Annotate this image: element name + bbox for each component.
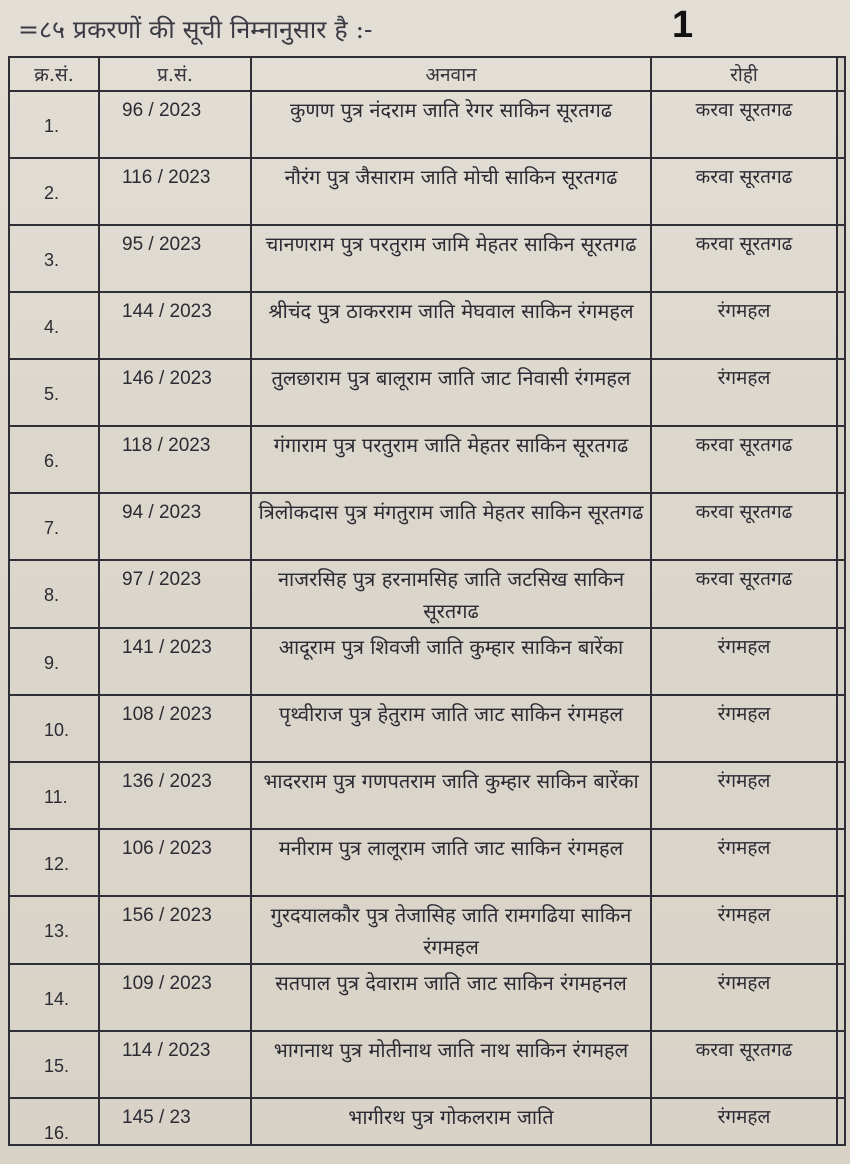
edge-column-cell bbox=[837, 964, 845, 1031]
table-row bbox=[9, 91, 845, 158]
title-text: गंगाराम पुत्र परतुराम जाति मेहतर साकिन सूरतगढ bbox=[273, 433, 629, 457]
serial-number-cell bbox=[9, 426, 99, 493]
serial-number-text: 6. bbox=[44, 451, 60, 471]
case-number-cell bbox=[99, 964, 251, 1031]
serial-number-cell bbox=[9, 91, 99, 158]
serial-number-cell bbox=[9, 829, 99, 896]
title-text: गुरदयालकौर पुत्र तेजासिह जाति रामगढिया साकिन रंगमहल bbox=[270, 903, 632, 959]
rohi-text: करवा सूरतगढ bbox=[695, 166, 793, 188]
rohi-cell bbox=[651, 762, 837, 829]
serial-number-cell bbox=[9, 1098, 99, 1145]
case-number-cell bbox=[99, 1031, 251, 1098]
title-cell bbox=[251, 225, 651, 292]
serial-number-cell bbox=[9, 493, 99, 560]
case-number-text: 145 / 23 bbox=[122, 1107, 191, 1128]
edge-column-cell bbox=[837, 695, 845, 762]
rohi-cell bbox=[651, 1098, 837, 1145]
rohi-cell bbox=[651, 493, 837, 560]
title-cell bbox=[251, 426, 651, 493]
title-text: भागनाथ पुत्र मोतीनाथ जाति नाथ साकिन रंगमहल bbox=[273, 1038, 629, 1062]
serial-number-text: 15. bbox=[44, 1056, 70, 1076]
table-row bbox=[9, 896, 845, 964]
case-number-text: 136 / 2023 bbox=[122, 771, 212, 792]
rohi-text: करवा सूरतगढ bbox=[695, 501, 793, 523]
edge-column-cell bbox=[837, 91, 845, 158]
serial-number-cell bbox=[9, 359, 99, 426]
rohi-cell bbox=[651, 359, 837, 426]
case-number-cell bbox=[99, 829, 251, 896]
rohi-text: रंगमहल bbox=[717, 367, 771, 389]
title-text: मनीराम पुत्र लालूराम जाति जाट साकिन रंगमहल bbox=[278, 836, 624, 860]
rohi-text: करवा सूरतगढ bbox=[695, 1039, 793, 1061]
rohi-cell bbox=[651, 896, 837, 964]
table-row bbox=[9, 762, 845, 829]
edge-column-cell bbox=[837, 1031, 845, 1098]
case-number-cell bbox=[99, 896, 251, 964]
case-number-text: 118 / 2023 bbox=[122, 435, 211, 456]
serial-number-cell bbox=[9, 695, 99, 762]
case-number-cell bbox=[99, 560, 251, 628]
edge-column-cell bbox=[837, 1098, 845, 1145]
case-number-text: 108 / 2023 bbox=[122, 704, 212, 725]
title-cell bbox=[251, 964, 651, 1031]
rohi-text: करवा सूरतगढ bbox=[695, 99, 793, 121]
header-case-number: प्र.सं. bbox=[99, 57, 251, 91]
edge-column-cell bbox=[837, 292, 845, 359]
title-cell bbox=[251, 158, 651, 225]
serial-number-text: 11. bbox=[44, 787, 68, 807]
title-text: पृथ्वीराज पुत्र हेतुराम जाति जाट साकिन रंगमहल bbox=[278, 702, 624, 726]
serial-number-text: 13. bbox=[44, 921, 70, 941]
rohi-text: रंगमहल bbox=[717, 770, 771, 792]
rohi-text: करवा सूरतगढ bbox=[695, 434, 793, 456]
title-cell bbox=[251, 1031, 651, 1098]
title-cell bbox=[251, 1098, 651, 1145]
case-number-text: 141 / 2023 bbox=[122, 637, 212, 658]
table-row bbox=[9, 1098, 845, 1145]
serial-number-text: 4. bbox=[44, 317, 60, 337]
title-text: भागीरथ पुत्र गोकलराम जाति bbox=[348, 1105, 554, 1129]
rohi-text: रंगमहल bbox=[717, 837, 771, 859]
case-number-text: 109 / 2023 bbox=[122, 973, 212, 994]
serial-number-cell bbox=[9, 762, 99, 829]
title-text: श्रीचंद पुत्र ठाकरराम जाति मेघवाल साकिन रंगमहल bbox=[268, 299, 634, 323]
header-edge-column bbox=[837, 57, 845, 91]
edge-column-cell bbox=[837, 493, 845, 560]
title-text: चानणराम पुत्र परतुराम जामि मेहतर साकिन सूरतगढ bbox=[265, 232, 637, 256]
rohi-cell bbox=[651, 560, 837, 628]
rohi-text: करवा सूरतगढ bbox=[695, 568, 793, 590]
edge-column-cell bbox=[837, 359, 845, 426]
case-number-text: 114 / 2023 bbox=[122, 1040, 211, 1061]
title-cell bbox=[251, 292, 651, 359]
serial-number-cell bbox=[9, 225, 99, 292]
title-cell bbox=[251, 829, 651, 896]
case-number-cell bbox=[99, 158, 251, 225]
case-number-text: 95 / 2023 bbox=[122, 234, 202, 255]
case-number-cell bbox=[99, 359, 251, 426]
header-serial-number: क्र.सं. bbox=[9, 57, 99, 91]
case-number-text: 94 / 2023 bbox=[122, 502, 202, 523]
serial-number-text: 5. bbox=[44, 384, 60, 404]
case-number-cell bbox=[99, 1098, 251, 1145]
edge-column-cell bbox=[837, 426, 845, 493]
serial-number-cell bbox=[9, 1031, 99, 1098]
case-number-text: 96 / 2023 bbox=[122, 100, 202, 121]
case-number-cell bbox=[99, 493, 251, 560]
title-cell bbox=[251, 493, 651, 560]
case-number-text: 144 / 2023 bbox=[122, 301, 212, 322]
rohi-text: रंगमहल bbox=[717, 703, 771, 725]
header-rohi: रोही bbox=[651, 57, 837, 91]
case-number-text: 146 / 2023 bbox=[122, 368, 212, 389]
rohi-cell bbox=[651, 225, 837, 292]
rohi-cell bbox=[651, 426, 837, 493]
serial-number-text: 9. bbox=[44, 653, 60, 673]
table-header-row bbox=[9, 57, 845, 91]
serial-number-text: 3. bbox=[44, 250, 60, 270]
edge-column-cell bbox=[837, 560, 845, 628]
rohi-text: रंगमहल bbox=[717, 1106, 771, 1128]
rohi-text: रंगमहल bbox=[717, 636, 771, 658]
serial-number-text: 10. bbox=[44, 720, 70, 740]
title-cell bbox=[251, 628, 651, 695]
case-number-cell bbox=[99, 628, 251, 695]
title-cell bbox=[251, 359, 651, 426]
serial-number-cell bbox=[9, 628, 99, 695]
title-cell bbox=[251, 695, 651, 762]
title-text: कुणण पुत्र नंदराम जाति रेगर साकिन सूरतगढ bbox=[289, 98, 613, 122]
table-row bbox=[9, 493, 845, 560]
case-number-text: 116 / 2023 bbox=[122, 167, 211, 188]
table-row bbox=[9, 560, 845, 628]
serial-number-cell bbox=[9, 964, 99, 1031]
title-cell bbox=[251, 896, 651, 964]
title-text: सतपाल पुत्र देवाराम जाति जाट साकिन रंगमहनल bbox=[275, 971, 627, 995]
table-row bbox=[9, 158, 845, 225]
rohi-text: रंगमहल bbox=[717, 972, 771, 994]
rohi-text: करवा सूरतगढ bbox=[695, 233, 793, 255]
serial-number-text: 7. bbox=[44, 518, 60, 538]
case-number-cell bbox=[99, 762, 251, 829]
rohi-cell bbox=[651, 158, 837, 225]
rohi-cell bbox=[651, 1031, 837, 1098]
serial-number-text: 1. bbox=[44, 116, 60, 136]
page-number: 1 bbox=[672, 4, 694, 46]
serial-number-text: 2. bbox=[44, 183, 60, 203]
serial-number-cell bbox=[9, 560, 99, 628]
title-text: नौरंग पुत्र जैसाराम जाति मोची साकिन सूरतगढ bbox=[284, 165, 618, 189]
header-title: अनवान bbox=[251, 57, 651, 91]
case-number-cell bbox=[99, 91, 251, 158]
case-number-text: 106 / 2023 bbox=[122, 838, 212, 859]
title-text: तुलछाराम पुत्र बालूराम जाति जाट निवासी रंगमहल bbox=[271, 366, 631, 390]
case-number-cell bbox=[99, 426, 251, 493]
rohi-cell bbox=[651, 829, 837, 896]
title-cell bbox=[251, 91, 651, 158]
serial-number-text: 12. bbox=[44, 854, 70, 874]
table-row bbox=[9, 964, 845, 1031]
table-row bbox=[9, 1031, 845, 1098]
title-text: भादरराम पुत्र गणपतराम जाति कुम्हार साकिन बारेंका bbox=[263, 769, 639, 793]
edge-column-cell bbox=[837, 628, 845, 695]
serial-number-cell bbox=[9, 292, 99, 359]
case-list-table bbox=[8, 56, 846, 1146]
serial-number-cell bbox=[9, 158, 99, 225]
serial-number-text: 14. bbox=[44, 989, 70, 1009]
edge-column-cell bbox=[837, 158, 845, 225]
case-number-cell bbox=[99, 225, 251, 292]
table-row bbox=[9, 225, 845, 292]
title-text: त्रिलोकदास पुत्र मंगतुराम जाति मेहतर साकिन सूरतगढ bbox=[258, 500, 644, 524]
case-number-cell bbox=[99, 292, 251, 359]
rohi-cell bbox=[651, 695, 837, 762]
edge-column-cell bbox=[837, 762, 845, 829]
title-text: नाजरसिह पुत्र हरनामसिह जाति जटसिख साकिन सूरतगढ bbox=[277, 567, 625, 623]
table-row bbox=[9, 628, 845, 695]
serial-number-text: 8. bbox=[44, 585, 60, 605]
table-row bbox=[9, 695, 845, 762]
table-row bbox=[9, 292, 845, 359]
title-text: आदूराम पुत्र शिवजी जाति कुम्हार साकिन बारेंका bbox=[278, 635, 624, 659]
title-cell bbox=[251, 762, 651, 829]
case-number-text: 156 / 2023 bbox=[122, 905, 212, 926]
table-row bbox=[9, 829, 845, 896]
case-number-text: 97 / 2023 bbox=[122, 569, 202, 590]
rohi-cell bbox=[651, 292, 837, 359]
serial-number-text: 16. bbox=[44, 1123, 70, 1143]
list-heading: =८५ प्रकरणों की सूची निम्नानुसार है :- bbox=[18, 15, 373, 44]
table-row bbox=[9, 359, 845, 426]
case-number-cell bbox=[99, 695, 251, 762]
rohi-text: रंगमहल bbox=[717, 904, 771, 926]
edge-column-cell bbox=[837, 829, 845, 896]
rohi-text: रंगमहल bbox=[717, 300, 771, 322]
rohi-cell bbox=[651, 964, 837, 1031]
serial-number-cell bbox=[9, 896, 99, 964]
rohi-cell bbox=[651, 628, 837, 695]
edge-column-cell bbox=[837, 896, 845, 964]
title-cell bbox=[251, 560, 651, 628]
rohi-cell bbox=[651, 91, 837, 158]
edge-column-cell bbox=[837, 225, 845, 292]
table-row bbox=[9, 426, 845, 493]
